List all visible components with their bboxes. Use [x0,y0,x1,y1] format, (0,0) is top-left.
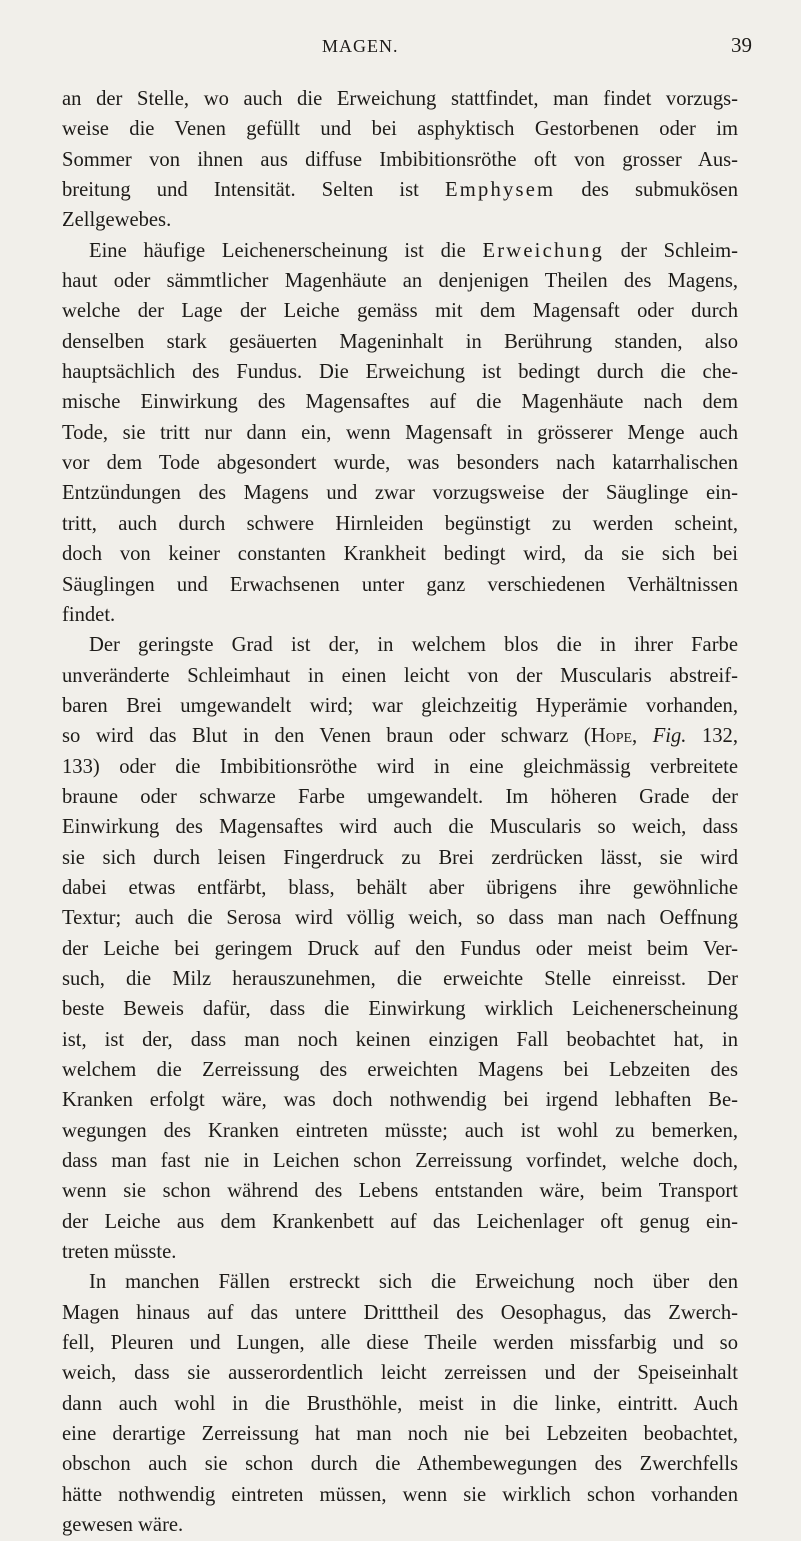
text-line [62,843,738,873]
text-line [62,1237,738,1267]
text-run: dabei etwas entfärbt, blass, behält aber übrigens ihre gewöhnliche [62,876,738,899]
text-run: weich, dass sie ausserordentlich leicht zerreissen und der Speiseinhalt [62,1362,738,1385]
text-run: vor dem Tode abgesondert wurde, was besonders nach katarrhalischen [62,452,738,475]
text-line [62,236,738,266]
text-run: wenn sie schon während des Lebens entstanden wäre, beim Transport [62,1180,738,1203]
text-line [62,691,738,721]
text-line [62,1389,738,1419]
text-line [62,205,738,235]
text-line [62,1176,738,1206]
text-run: denselben stark gesäuerten Mageninhalt in Berührung standen, also [62,330,738,353]
text-run: 133) oder die Imbibitionsröthe wird in eine gleichmässig verbreitete [62,755,738,778]
text-line [62,1267,738,1297]
text-run: mische Einwirkung des Magensaftes auf die Magenhäute nach dem [62,391,738,414]
text-run: tritt, auch durch schwere Hirnleiden begünstigt zu werden scheint, [62,512,738,535]
text-run: such, die Milz herauszunehmen, die erweichte Stelle einreisst. Der [62,967,738,990]
text-run: dann auch wohl in die Brusthöhle, meist in die linke, eintritt. Auch [62,1392,738,1415]
text-run: beste Beweis dafür, dass die Einwirkung wirklich Leichenerscheinung [62,998,738,1021]
running-head: MAGEN. [322,36,399,56]
text-run: unveränderte Schleimhaut in einen leicht von der Muscularis abstreif- [62,664,738,687]
text-run: Zellgewebes. [62,209,172,232]
text-line [62,934,738,964]
figure-reference: Fig. [652,725,687,748]
text-run: Entzündungen des Magens und zwar vorzugsweise der Säuglinge ein- [62,482,738,505]
text-line [62,357,738,387]
text-line [62,448,738,478]
text-line [62,570,738,600]
text-line [62,1085,738,1115]
text-line [62,1298,738,1328]
text-run: doch von keiner constanten Krankheit bedingt wird, da sie sich bei [62,543,738,566]
text-run: breitung und Intensität. Selten ist [62,179,445,202]
text-line [62,539,738,569]
text-run: hauptsächlich des Fundus. Die Erweichung ist bedingt durch die che- [62,361,738,384]
text-line [62,1207,738,1237]
text-run: 132, [686,725,738,748]
text-run: Säuglingen und Erwachsenen unter ganz verschiedenen Verhältnissen [62,573,738,596]
text-run: wegungen des Kranken eintreten müsste; auch ist wohl zu bemerken, [62,1119,738,1142]
text-line [62,1116,738,1146]
text-line [62,873,738,903]
text-run: Kranken erfolgt wäre, was doch nothwendig bei irgend lebhaften Be- [62,1089,738,1112]
text-line [62,661,738,691]
text-line [62,812,738,842]
text-run: Eine häufige Leichenerscheinung ist die [89,239,483,262]
text-run: sie sich durch leisen Fingerdruck zu Brei zerdrücken lässt, sie wird [62,846,738,869]
text-line [62,1480,738,1510]
text-line [62,509,738,539]
spaced-emphasis: Emphysem [445,179,556,202]
text-line [62,630,738,660]
text-line [62,1419,738,1449]
text-line [62,145,738,175]
text-run: dass man fast nie in Leichen schon Zerreissung vorfindet, welche doch, [62,1150,738,1173]
text-run: , [632,725,653,748]
text-run: der Schleim- [603,239,738,262]
text-run: der Leiche bei geringem Druck auf den Fundus oder meist beim Ver- [62,937,738,960]
text-run: findet. [62,603,116,626]
text-run: braune oder schwarze Farbe umgewandelt. Im höheren Grade der [62,785,738,808]
text-run: treten müsste. [62,1241,177,1264]
text-line [62,418,738,448]
text-line [62,752,738,782]
text-run: Einwirkung des Magensaftes wird auch die Muscularis so weich, dass [62,816,738,839]
text-run: gewesen wäre. [62,1514,184,1537]
text-line [62,1025,738,1055]
text-line [62,478,738,508]
text-line [62,1328,738,1358]
text-run: hätte nothwendig eintreten müssen, wenn sie wirklich schon vorhanden [62,1483,738,1506]
text-line [62,1055,738,1085]
text-line [62,600,738,630]
spaced-emphasis: Erweichung [482,239,604,262]
text-line [62,1358,738,1388]
author-name: Hope [590,725,633,748]
text-run: haut oder sämmtlicher Magenhäute an denjenigen Theilen des Magens, [62,270,738,293]
text-run: an der Stelle, wo auch die Erweichung stattfindet, man findet vorzugs- [62,88,738,110]
text-run: Sommer von ihnen aus diffuse Imbibitionsröthe oft von grosser Aus- [62,148,738,171]
text-line [62,994,738,1024]
page-number: 39 [731,33,752,57]
text-run: fell, Pleuren und Lungen, alle diese Theile werden missfarbig und so [62,1332,738,1355]
body-text [62,84,738,1541]
text-line [62,387,738,417]
text-run: baren Brei umgewandelt wird; war gleichzeitig Hyperämie vorhanden, [62,694,738,717]
text-line [62,1449,738,1479]
text-run: eine derartige Zerreissung hat man noch nie bei Lebzeiten beobachtet, [62,1423,738,1446]
text-line [62,1146,738,1176]
text-run: welche der Lage der Leiche gemäss mit dem Magensaft oder durch [62,300,738,323]
text-run: Tode, sie tritt nur dann ein, wenn Magensaft in grösserer Menge auch [62,421,738,444]
text-run: so wird das Blut in den Venen braun oder schwarz ( [62,725,591,748]
text-run: Der geringste Grad ist der, in welchem blos die in ihrer Farbe [89,634,738,657]
text-line [62,296,738,326]
text-run: des submukösen [555,179,738,202]
text-line [62,114,738,144]
text-line [62,1510,738,1540]
text-line [62,964,738,994]
text-line [62,903,738,933]
text-run: welchem die Zerreissung des erweichten Magens bei Lebzeiten des [62,1059,738,1081]
text-run: weise die Venen gefüllt und bei asphyktisch Gestorbenen oder im [62,118,738,141]
text-line [62,721,738,751]
text-line [62,782,738,812]
text-run: der Leiche aus dem Krankenbett auf das Leichenlager oft genug ein- [62,1210,738,1233]
text-line [62,327,738,357]
text-line [62,266,738,296]
text-run: Textur; auch die Serosa wird völlig weich, so dass man nach Oeffnung [62,907,738,930]
text-line [62,84,738,114]
text-run: Magen hinaus auf das untere Dritttheil des Oesophagus, das Zwerch- [62,1301,738,1324]
text-run: In manchen Fällen erstreckt sich die Erweichung noch über den [89,1271,738,1294]
text-line [62,175,738,205]
text-run: ist, ist der, dass man noch keinen einzigen Fall beobachtet hat, in [62,1028,738,1051]
text-run: obschon auch sie schon durch die Athembewegungen des Zwerchfells [62,1453,738,1476]
